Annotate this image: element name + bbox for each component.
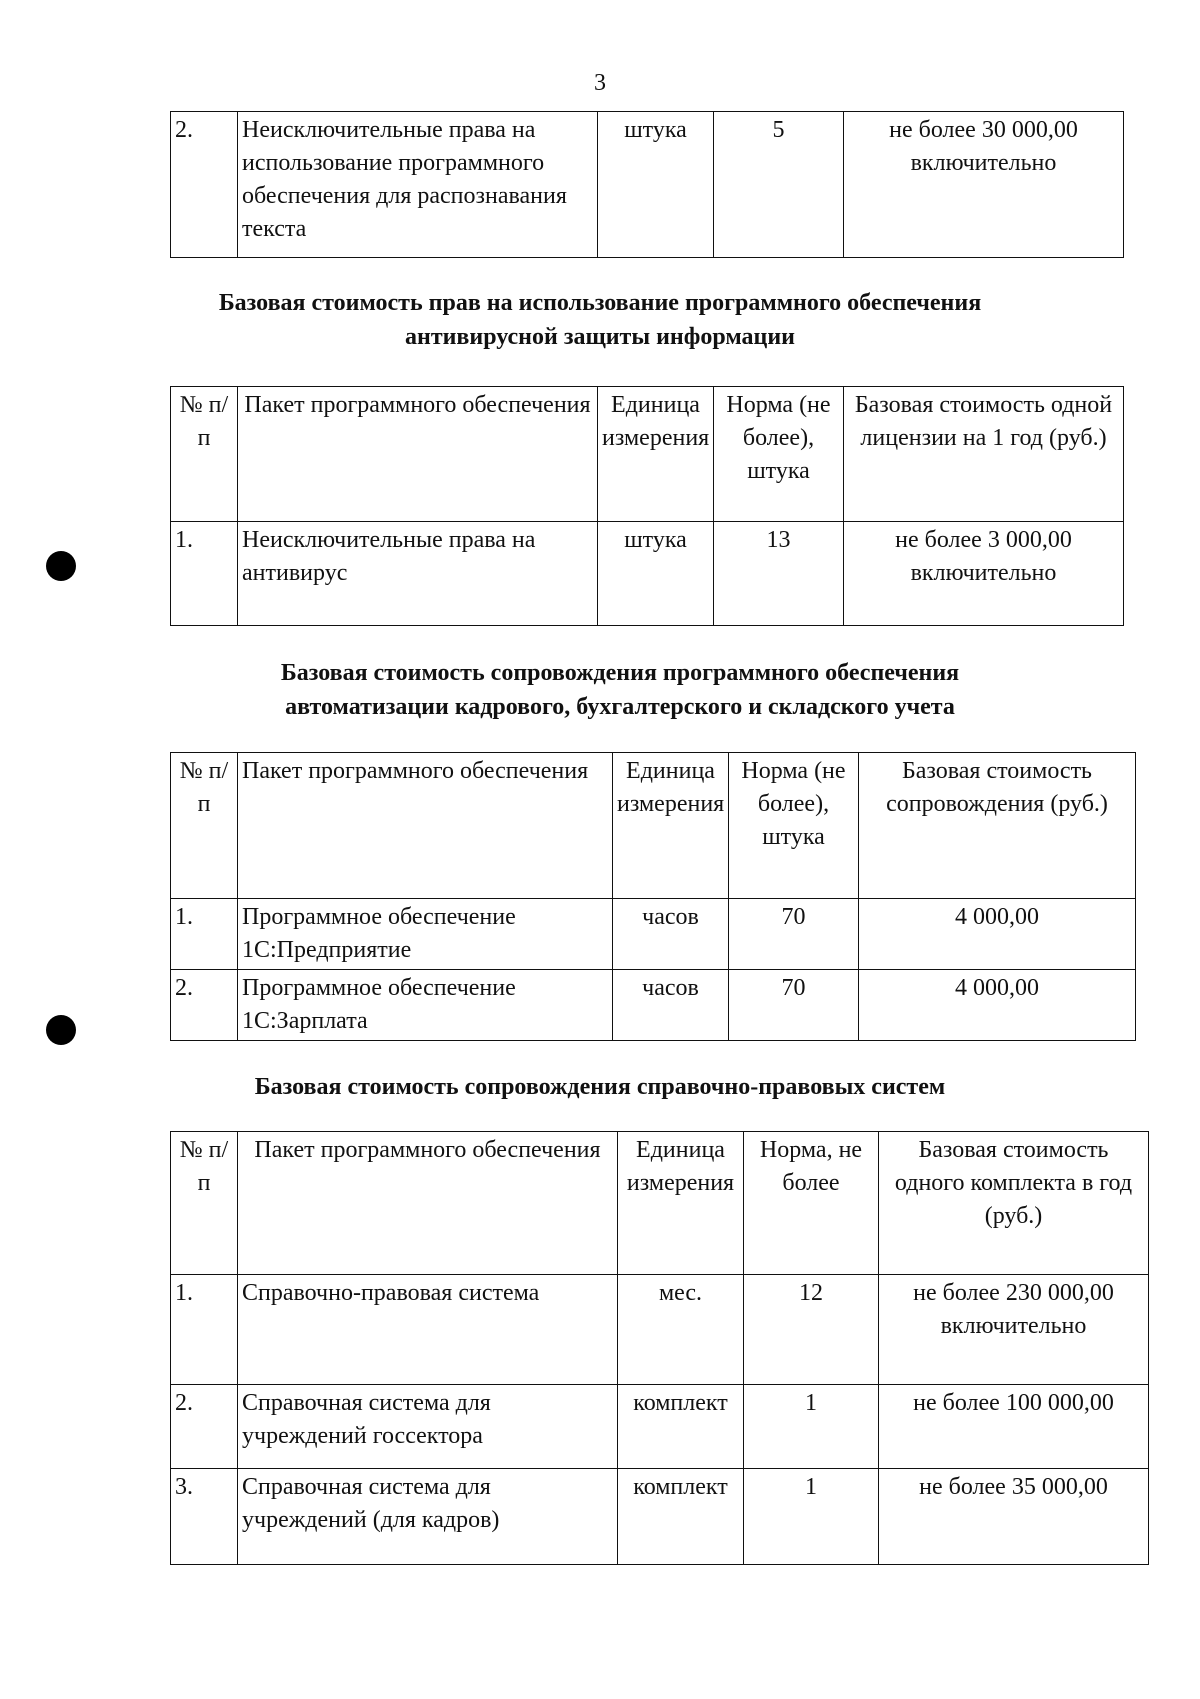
norm: 1 [744,1385,879,1469]
package-name: Справочно-правовая система [238,1275,618,1385]
section-title-legal-systems [0,1070,1200,1104]
table-row [171,899,1136,970]
table-header-row [171,1132,1149,1275]
unit: штука [598,112,714,258]
header-norm: Норма (не более), штука [729,753,859,899]
header-package: Пакет программного обеспечения [238,387,598,522]
header-unit: Единица измерения [618,1132,744,1275]
header-cost: Базовая стоимость одного комплекта в год (руб.) [879,1132,1149,1275]
norm: 70 [729,899,859,970]
cost: не более 100 000,00 [879,1385,1149,1469]
table-row [171,1275,1149,1385]
antivirus-table [170,386,1124,626]
row-number: 2. [171,112,238,258]
table-row [171,1469,1149,1565]
package-name: Неисключительные права на антивирус [238,522,598,626]
cost: 4 000,00 [859,970,1136,1041]
section-title-line: антивирусной защиты информации [404,324,795,350]
table-header-row [171,387,1124,522]
row-number: 1. [171,899,238,970]
section-title-line: Базовая стоимость прав на использование программного обеспечения [218,290,982,316]
header-unit: Единица измерения [613,753,729,899]
header-cost: Базовая стоимость сопровождения (руб.) [859,753,1136,899]
norm: 12 [744,1275,879,1385]
table-row [171,522,1124,626]
cost: 4 000,00 [859,899,1136,970]
section-title-line: Базовая стоимость сопровождения справочно-правовых систем [254,1074,946,1100]
table-header-row [171,753,1136,899]
package-name: Справочная система для учреждений (для кадров) [238,1469,618,1565]
row-number: 2. [171,970,238,1041]
unit: мес. [618,1275,744,1385]
cost: не более 35 000,00 [879,1469,1149,1565]
punch-hole-top [46,551,76,581]
package-name: Программное обеспечение 1С:Предприятие [238,899,613,970]
norm: 13 [714,522,844,626]
section-title-antivirus [0,286,1200,354]
package-name: Справочная система для учреждений госсектора [238,1385,618,1469]
section-title-line: Базовая стоимость сопровождения программного обеспечения [280,660,960,686]
table-row [171,970,1136,1041]
header-num: № п/п [171,753,238,899]
accounting-support-table [170,752,1136,1041]
row-number: 3. [171,1469,238,1565]
header-num: № п/п [171,387,238,522]
header-unit: Единица измерения [598,387,714,522]
header-num: № п/п [171,1132,238,1275]
row-number: 1. [171,522,238,626]
header-cost: Базовая стоимость одной лицензии на 1 год (руб.) [844,387,1124,522]
cost: не более 30 000,00 включительно [844,112,1124,258]
header-norm: Норма, не более [744,1132,879,1275]
software-ocr-table [170,111,1124,258]
unit: штука [598,522,714,626]
page-number: 3 [594,70,606,96]
cost: не более 230 000,00 включительно [879,1275,1149,1385]
section-title-line: автоматизации кадрового, бухгалтерского и складского учета [285,694,955,720]
row-number: 1. [171,1275,238,1385]
package-name: Неисключительные права на использование программного обеспечения для распознавания текста [238,112,598,258]
cost: не более 3 000,00 включительно [844,522,1124,626]
table-row [171,1385,1149,1469]
unit: комплект [618,1469,744,1565]
row-number: 2. [171,1385,238,1469]
norm: 5 [714,112,844,258]
table-row [171,112,1124,258]
unit: часов [613,899,729,970]
header-package: Пакет программного обеспечения [238,753,613,899]
unit: часов [613,970,729,1041]
section-title-accounting [0,656,1200,724]
norm: 1 [744,1469,879,1565]
header-norm: Норма (не более), штука [714,387,844,522]
punch-hole-bottom [46,1015,76,1045]
norm: 70 [729,970,859,1041]
legal-systems-table [170,1131,1149,1565]
unit: комплект [618,1385,744,1469]
header-package: Пакет программного обеспечения [238,1132,618,1275]
package-name: Программное обеспечение 1С:Зарплата [238,970,613,1041]
